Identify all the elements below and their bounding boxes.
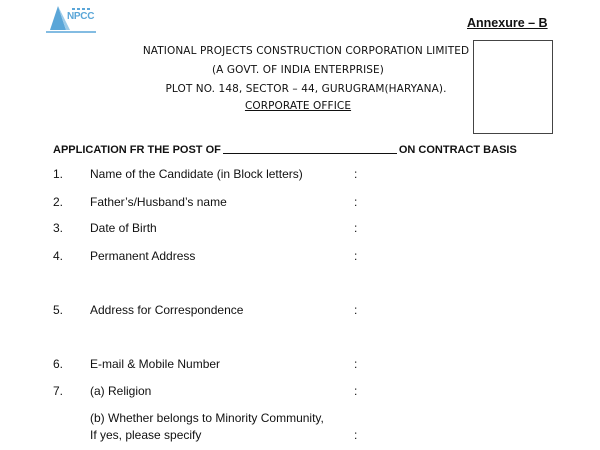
field-colon: : (354, 249, 358, 263)
field-number: 6. (53, 357, 64, 371)
annexure-label: Annexure – B (467, 16, 548, 30)
field-number: 5. (53, 303, 64, 317)
application-title (53, 143, 517, 156)
application-suffix: ON CONTRACT BASIS (398, 144, 517, 156)
office-label: CORPORATE OFFICE (244, 100, 352, 112)
org-office (0, 100, 598, 112)
field-label-minority-specify: If yes, please specify (90, 428, 202, 442)
field-colon: : (354, 357, 358, 371)
org-address: PLOT NO. 148, SECTOR – 44, GURUGRAM(HARYANA). (165, 83, 447, 95)
field-colon: : (354, 195, 358, 209)
org-name: NATIONAL PROJECTS CONSTRUCTION CORPORATION LIMITED (142, 45, 470, 57)
field-label-minority-community: (b) Whether belongs to Minority Community, (90, 411, 324, 425)
field-number: 7. (53, 384, 64, 398)
application-prefix: APPLICATION FR THE POST OF (53, 144, 221, 156)
field-colon: : (354, 428, 358, 442)
field-colon: : (354, 384, 358, 398)
field-label-permanent-address: Permanent Address (90, 249, 196, 263)
field-number: 3. (53, 221, 64, 235)
logo-text: NPCC (67, 11, 95, 22)
field-label-candidate-name: Name of the Candidate (in Block letters) (90, 167, 303, 181)
field-colon: : (354, 221, 358, 235)
field-label-father-husband-name: Father’s/Husband’s name (90, 195, 227, 209)
field-number: 4. (53, 249, 64, 263)
field-colon: : (354, 303, 358, 317)
org-subtitle: (A GOVT. OF INDIA ENTERPRISE) (211, 64, 384, 76)
post-blank[interactable] (223, 143, 397, 154)
field-label-email-mobile: E-mail & Mobile Number (90, 357, 221, 371)
field-label-correspondence-address: Address for Correspondence (90, 303, 244, 317)
field-colon: : (354, 167, 358, 181)
field-label-date-of-birth: Date of Birth (90, 221, 157, 235)
field-number: 1. (53, 167, 64, 181)
field-label-religion: (a) Religion (90, 384, 152, 398)
field-number: 2. (53, 195, 64, 209)
